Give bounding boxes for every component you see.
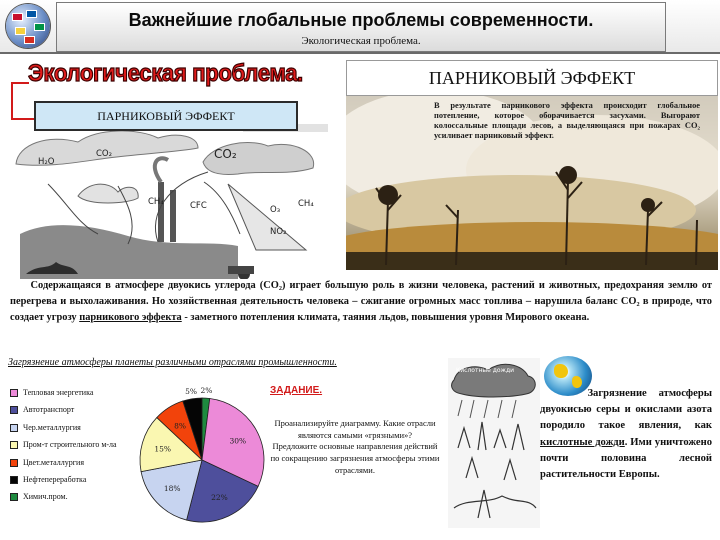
legend-swatch: [10, 406, 18, 414]
pie-slice-label: 2%: [200, 386, 213, 396]
title-bar: [56, 2, 666, 52]
task-heading: ЗАДАНИЕ.: [270, 385, 323, 396]
pie-slice-label: 8%: [174, 421, 187, 431]
diagram-label: СН₄: [298, 199, 314, 209]
page-title: Важнейшие глобальные проблемы современности.: [128, 10, 594, 30]
chart-legend: [10, 387, 135, 509]
acid-rain-link: кислотные дожди: [540, 436, 625, 448]
side-text: Загрязнение атмосферы двуокисью серы и окислами азота породило такое явления, как: [540, 388, 712, 432]
side-text: . Ими уничтожено почти половина лесной растительности Европы.: [540, 436, 712, 481]
legend-item: [10, 457, 135, 474]
legend-label: Пром-т строительного м-ла: [23, 440, 117, 450]
legend-swatch: [10, 459, 18, 467]
diagram-label: CH₄: [148, 197, 164, 207]
task-text: [270, 418, 440, 477]
pie-slice-label: 18%: [163, 484, 181, 494]
legend-swatch: [10, 441, 18, 449]
legend-swatch: [10, 493, 18, 501]
connector-line: [11, 82, 13, 120]
legend-item: [10, 474, 135, 491]
pie-slice-label: 30%: [229, 436, 247, 446]
legend-label: Нефтепереработка: [23, 474, 87, 484]
connector-line: [11, 82, 29, 84]
legend-item: [10, 387, 135, 404]
legend-label: Химич.пром.: [23, 492, 68, 502]
photo-heading: ПАРНИКОВЫЙ ЭФФЕКТ: [346, 60, 718, 96]
chart-title: Загрязнение атмосферы планеты различными отраслями промышленности.: [8, 357, 337, 368]
connector-line: [11, 118, 34, 120]
pollution-pie-chart: [130, 376, 280, 528]
page-subtitle: Экологическая проблема.: [301, 35, 421, 47]
legend-label: Цвет.металлургия: [23, 457, 85, 467]
header: [0, 0, 720, 54]
legend-swatch: [10, 389, 18, 397]
globe-logo: [6, 4, 50, 48]
diagram-label: CO₂: [214, 147, 237, 161]
diagram-label: O₃: [270, 205, 281, 215]
diagram-label: CFC: [190, 201, 207, 211]
legend-label: Тепловая энергетика: [23, 388, 94, 397]
diagram-label: NO₂: [270, 227, 287, 237]
legend-swatch: [10, 476, 18, 484]
legend-item: [10, 491, 135, 508]
pie-slice-label: 5%: [185, 386, 198, 396]
legend-item: [10, 404, 135, 421]
sketch-label: Кислотные дожди: [456, 367, 514, 374]
intro-paragraph: [10, 278, 712, 344]
legend-item: [10, 439, 135, 456]
pie-slice-label: 15%: [154, 444, 172, 454]
acid-rain-sketch: [448, 358, 540, 528]
intro-text: - заметного потепления климата, таяния льдов, повышения уровня Мирового океана.: [181, 312, 590, 323]
task-suggestion: Предложите основные направления действий по сокращению загрязнения атмосферы этими отраслями.: [270, 441, 440, 475]
acid-rain-text: [540, 386, 712, 483]
eco-problem-title: Экологическая проблема.: [28, 60, 303, 87]
greenhouse-tag: ПАРНИКОВЫЙ ЭФФЕКТ: [34, 101, 298, 131]
legend-label: Чер.металлургия: [23, 422, 81, 432]
photo-caption: В результате парникового эффекта происходит глобальное потепление, которое оборачивается засухами. Выгорают колоссальные площади лесов, а выделяющаяся при пожарах CO₂ усиливает парниковый эффект.: [434, 101, 700, 140]
diagram-label: H₂O: [38, 157, 55, 167]
pie-slice-label: 22%: [211, 493, 228, 503]
greenhouse-diagram: [8, 124, 328, 279]
legend-item: [10, 422, 135, 439]
diagram-label: CO₂: [96, 149, 113, 159]
legend-swatch: [10, 424, 18, 432]
task-question: Проанализируйте диаграмму. Какие отрасли являются самыми «грязными»?: [274, 418, 436, 440]
legend-label: Автотранспорт: [23, 405, 75, 415]
greenhouse-link: парникового эффекта: [79, 312, 182, 323]
intro-text: Содержащаяся в атмосфере двуокись углерода (CO₂) играет большую роль в жизни человека, растений и животных, предохраняя землю от перегрева и выхолаживания. Но хозяйственная деятельность человека – сжигание огромных масс топлива – нарушила баланс CO₂ в природе, что создает угрозу: [10, 280, 712, 323]
